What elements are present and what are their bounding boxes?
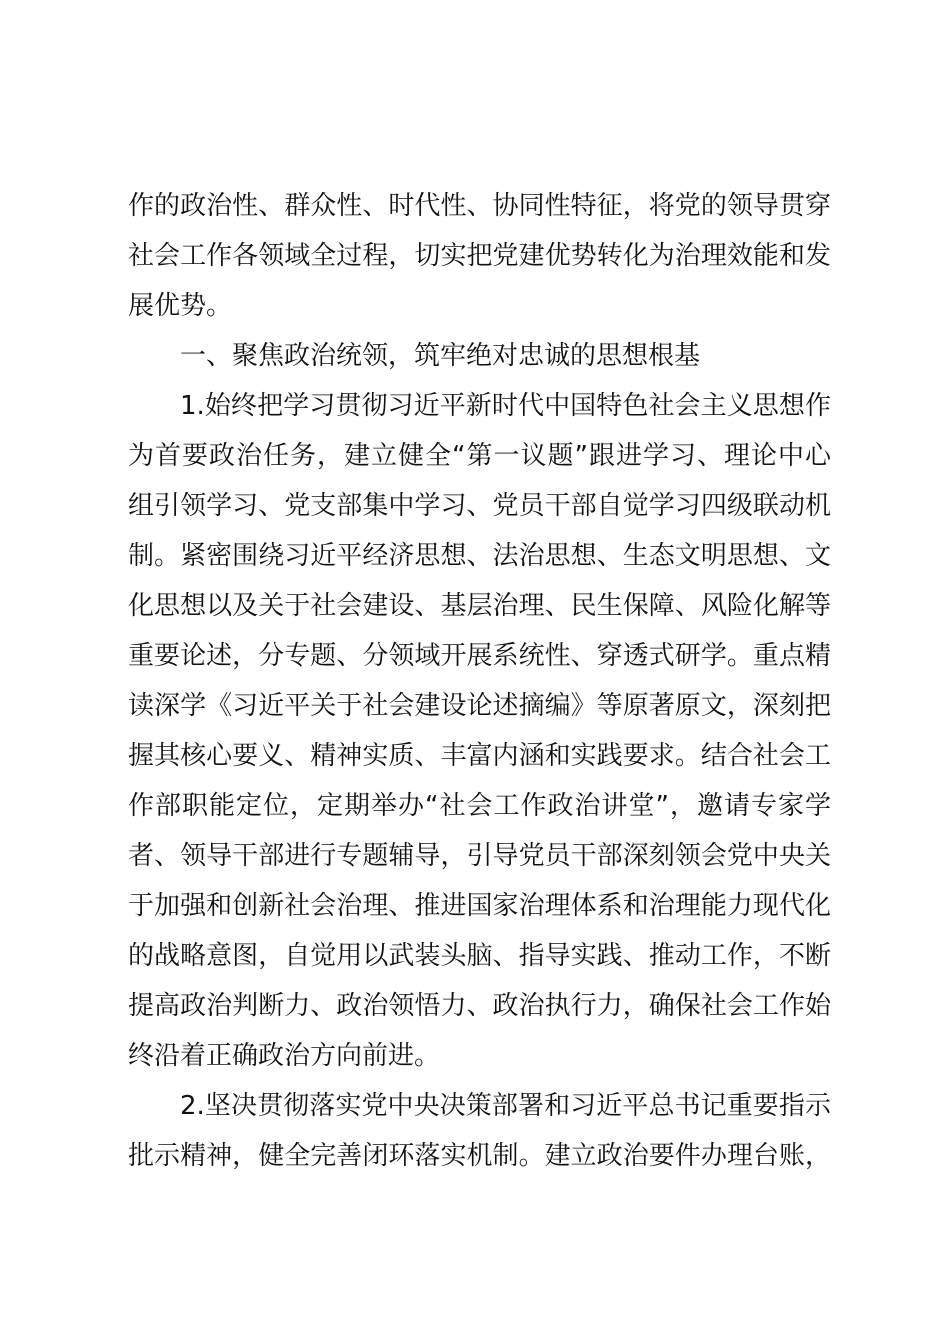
paragraph-line: 握其核心要义、精神实质、丰富内涵和实践要求。结合社会工 — [128, 741, 831, 771]
paragraph-line: 2.坚决贯彻落实党中央决策部署和习近平总书记重要指示 — [180, 1091, 831, 1121]
paragraph-line: 制。紧密围绕习近平经济思想、法治思想、生态文明思想、文 — [128, 541, 831, 571]
paragraph-line: 读深学《习近平关于社会建设论述摘编》等原著原文，深刻把 — [128, 691, 831, 721]
paragraph-line: 终沿着正确政治方向前进。 — [128, 1041, 441, 1071]
paragraph-line: 社会工作各领域全过程，切实把党建优势转化为治理效能和发 — [128, 241, 831, 271]
paragraph-line: 组引领学习、党支部集中学习、党员干部自觉学习四级联动机 — [128, 491, 831, 521]
paragraph-line: 的战略意图，自觉用以武装头脑、指导实践、推动工作，不断 — [128, 941, 831, 971]
paragraph-line: 作部职能定位，定期举办“社会工作政治讲堂”，邀请专家学 — [128, 791, 831, 821]
paragraph-line: 为首要政治任务，建立健全“第一议题”跟进学习、理论中心 — [128, 441, 831, 471]
paragraph-line: 作的政治性、群众性、时代性、协同性特征，将党的领导贯穿 — [128, 191, 831, 221]
section-heading: 一、聚焦政治统领，筑牢绝对忠诚的思想根基 — [180, 341, 701, 371]
paragraph-line: 提高政治判断力、政治领悟力、政治执行力，确保社会工作始 — [128, 991, 831, 1021]
paragraph-line: 重要论述，分专题、分领域开展系统性、穿透式研学。重点精 — [128, 641, 831, 671]
document-body — [128, 186, 831, 1186]
paragraph-line: 批示精神，健全完善闭环落实机制。建立政治要件办理台账， — [128, 1141, 831, 1171]
paragraph-line: 展优势。 — [128, 291, 233, 321]
paragraph-line: 化思想以及关于社会建设、基层治理、民生保障、风险化解等 — [128, 591, 831, 621]
paragraph-line: 1.始终把学习贯彻习近平新时代中国特色社会主义思想作 — [180, 391, 831, 421]
paragraph-line: 于加强和创新社会治理、推进国家治理体系和治理能力现代化 — [128, 891, 831, 921]
paragraph-line: 者、领导干部进行专题辅导，引导党员干部深刻领会党中央关 — [128, 841, 831, 871]
